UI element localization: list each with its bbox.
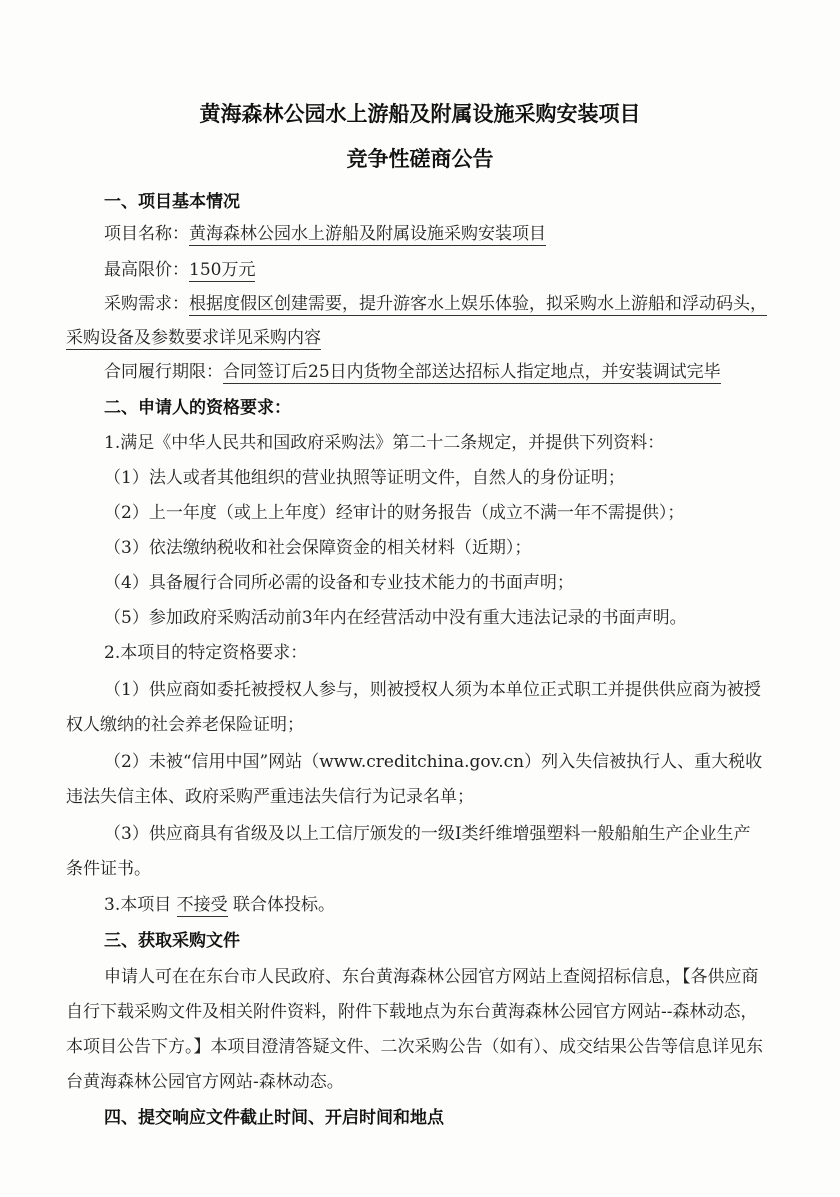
max-price-row <box>104 258 255 282</box>
requirement-3 <box>104 893 335 917</box>
requirement-1: 1.满足《中华人民共和国政府采购法》第二十二条规定，并提供下列资料： <box>104 433 665 453</box>
max-price-value: 150万元 <box>189 260 256 280</box>
max-price-label: 最高限价： <box>104 260 189 280</box>
requirement-2-sub-3-line2: 条件证书。 <box>66 859 151 879</box>
demand-value-line2: 采购设备及参数要求详见采购内容 <box>66 328 321 348</box>
requirement-1-sub-2: （2）上一年度（或上上年度）经审计的财务报告（成立不满一年不需提供）； <box>104 503 685 523</box>
requirement-1-sub-3: （3）依法缴纳税收和社会保障资金的相关材料（近期）； <box>104 538 532 558</box>
project-name-label: 项目名称： <box>104 224 189 244</box>
requirement-2-sub-1-line1: （1）供应商如委托被授权人参与，则被授权人须为本单位正式职工并提供供应商为被授 <box>104 680 761 700</box>
project-name-value: 黄海森林公园水上游船及附属设施采购安装项目 <box>189 224 546 244</box>
contract-term-row <box>104 360 721 384</box>
section3-para-line1: 申请人可在在东台市人民政府、东台黄海森林公园官方网站上查阅招标信息，【各供应商 <box>104 967 759 987</box>
requirement-3-suffix: 联合体投标。 <box>233 895 336 915</box>
section3-para-line3: 本项目公告下方。】本项目澄清答疑文件、二次采购公告（如有）、成交结果公告等信息详见东 <box>66 1037 763 1057</box>
requirement-2-sub-3-line1: （3）供应商具有省级及以上工信厅颁发的一级Ⅰ类纤维增强塑料一般船舶生产企业生产 <box>104 824 751 844</box>
section2-heading: 二、申请人的资格要求： <box>104 398 291 418</box>
contract-term-value: 合同签订后25日内货物全部送达招标人指定地点，并安装调试完毕 <box>223 362 721 382</box>
section3-para-line2: 自行下载采购文件及相关附件资料，附件下载地点为东台黄海森林公园官方网站--森林动态， <box>66 1002 758 1022</box>
requirement-1-sub-1: （1）法人或者其他组织的营业执照等证明文件，自然人的身份证明； <box>104 468 625 488</box>
section1-heading: 一、项目基本情况 <box>104 192 240 212</box>
requirement-1-sub-4: （4）具备履行合同所必需的设备和专业技术能力的书面声明； <box>104 573 574 593</box>
document-title-line2: 竞争性磋商公告 <box>346 147 494 171</box>
demand-row-continued <box>66 326 321 350</box>
demand-value-line1: 根据度假区创建需要，提升游客水上娱乐体验，拟采购水上游船和浮动码头， <box>189 294 767 314</box>
requirement-2-sub-2-line2: 违法失信主体、政府采购严重违法失信行为记录名单； <box>66 787 474 807</box>
requirement-3-prefix: 3.本项目 <box>104 895 172 915</box>
section3-heading: 三、获取采购文件 <box>104 931 240 951</box>
contract-term-label: 合同履行期限： <box>104 362 223 382</box>
project-name-row <box>104 222 546 246</box>
requirement-1-sub-5: （5）参加政府采购活动前3年内在经营活动中没有重大违法记录的书面声明。 <box>104 608 687 628</box>
section3-para-line4: 台黄海森林公园官方网站-森林动态。 <box>66 1072 344 1092</box>
joint-bid-value: 不接受 <box>176 895 228 915</box>
demand-label: 采购需求： <box>104 294 189 314</box>
requirement-2-sub-2-line1: （2）未被“信用中国”网站（www.creditchina.gov.cn）列入失信被执行人、重大税收 <box>104 752 763 772</box>
section4-heading: 四、提交响应文件截止时间、开启时间和地点 <box>104 1108 444 1128</box>
requirement-2-sub-1-line2: 权人缴纳的社会养老保险证明； <box>66 715 304 735</box>
requirement-2: 2.本项目的特定资格要求： <box>104 643 308 663</box>
demand-row <box>104 292 767 316</box>
document-title-line1: 黄海森林公园水上游船及附属设施采购安装项目 <box>199 102 641 126</box>
